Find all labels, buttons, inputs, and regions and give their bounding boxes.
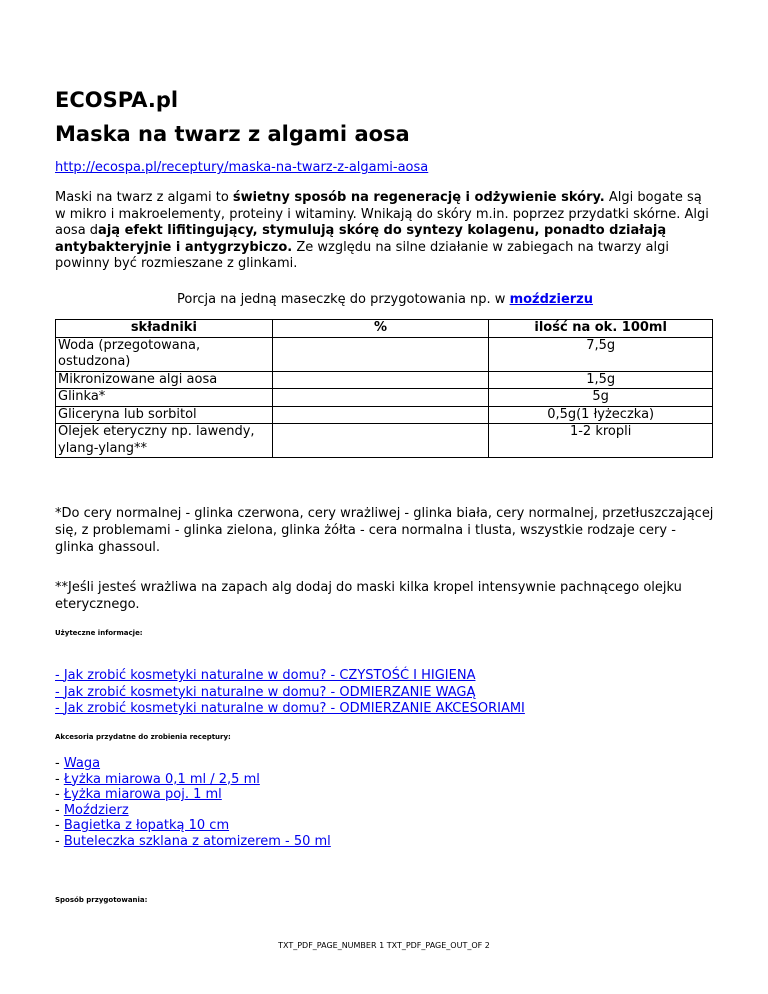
link-text: Jak zrobić kosmetyki naturalne w domu? - ODMIERZANIE AKCESORIAMI	[63, 701, 525, 716]
link-text: Jak zrobić kosmetyki naturalne w domu? - CZYSTOŚĆ I HIGIENA	[63, 668, 476, 683]
useful-link-accessories[interactable]: - Jak zrobić kosmetyki naturalne w domu? - ODMIERZANIE AKCESORIAMI	[55, 701, 525, 716]
header-percent: %	[272, 320, 489, 338]
intro-text-2: Algi bogate są w mikro i makroelementy, proteiny i witaminy. Wnikają do skóry m.in. poprzez przydatki skórne. Algi aosa d	[55, 190, 709, 238]
table-row	[56, 406, 713, 424]
page-title: Maska na twarz z algami aosa	[55, 122, 410, 146]
page-footer: TXT_PDF_PAGE_NUMBER 1 TXT_PDF_PAGE_OUT_OF 2	[278, 941, 490, 950]
oil-footnote: **Jeśli jesteś wrażliwa na zapach alg dodaj do maski kilka kropel intensywnie pachnącego olejku eterycznego.	[55, 580, 682, 612]
clay-footnote: *Do cery normalnej - glinka czerwona, cery wrażliwej - glinka biała, cery normalnej, przetłuszczającej się, z problemami - glinka zielona, glinka żółta - cera normalna i tlusta, wszystkie rodzaje cery - glinka ghassoul.	[55, 506, 714, 555]
preparation-label: Sposób przygotowania:	[55, 896, 148, 904]
useful-info-label: Użyteczne informacje:	[55, 629, 143, 637]
intro-paragraph	[55, 190, 715, 273]
recipe-url-link[interactable]: http://ecospa.pl/receptury/maska-na-twarz-z-algami-aosa	[55, 160, 429, 175]
intro-text-3: Ze względu na silne działanie w zabiegach na twarzy algi powinny być rozmieszane z glinkami.	[55, 239, 669, 271]
list-item: - Waga	[55, 756, 101, 771]
mortar-link[interactable]: moździerzu	[509, 292, 593, 307]
cell-ingredient: Glinka*	[56, 389, 273, 407]
cell-percent	[272, 424, 489, 458]
cell-ingredient: Olejek eteryczny np. lawendy, ylang-ylang**	[56, 424, 273, 458]
cell-percent	[272, 371, 489, 389]
useful-link-scale[interactable]: - Jak zrobić kosmetyki naturalne w domu? - ODMIERZANIE WAGĄ	[55, 684, 476, 700]
list-item: - Buteleczka szklana z atomizerem - 50 ml	[55, 833, 331, 849]
list-item	[55, 668, 525, 685]
site-name: ECOSPA.pl	[55, 88, 179, 112]
ingredients-table	[55, 319, 713, 458]
cell-ingredient: Mikronizowane algi aosa	[56, 371, 273, 389]
table-row	[56, 389, 713, 407]
useful-links-list	[55, 668, 525, 718]
table-header-row	[56, 320, 713, 338]
useful-link-hygiene[interactable]: - Jak zrobić kosmetyki naturalne w domu? - CZYSTOŚĆ I HIGIENA	[55, 668, 476, 683]
cell-amount: 1-2 kropli	[489, 424, 713, 458]
accessories-label: Akcesoria przydatne do zrobienia receptury:	[55, 733, 231, 741]
list-item: - Moździerz	[55, 802, 129, 818]
cell-amount: 0,5g(1 łyżeczka)	[489, 406, 713, 424]
portion-text: Porcja na jedną maseczkę do przygotowania np. w	[176, 292, 510, 307]
intro-bold-1: świetny sposób na regenerację i odżywienie skóry.	[232, 190, 605, 205]
cell-percent	[272, 406, 489, 424]
link-text: Jak zrobić kosmetyki naturalne w domu? - ODMIERZANIE WAGĄ	[63, 684, 476, 700]
header-amount: ilość na ok. 100ml	[489, 320, 713, 338]
cell-amount: 1,5g	[489, 371, 713, 389]
list-item: - Łyżka miarowa 0,1 ml / 2,5 ml	[55, 771, 260, 787]
accessories-list	[55, 756, 331, 849]
portion-line	[55, 292, 715, 307]
intro-text-1: Maski na twarz z algami to	[55, 190, 233, 205]
list-item: - Łyżka miarowa poj. 1 ml	[55, 787, 222, 802]
accessory-link-mortar[interactable]: Moździerz	[63, 802, 129, 818]
accessory-link-spoon-1ml[interactable]: Łyżka miarowa poj. 1 ml	[63, 787, 222, 802]
header-ingredients: składniki	[56, 320, 273, 338]
cell-ingredient: Woda (przegotowana, ostudzona)	[56, 337, 273, 371]
list-item	[55, 685, 525, 702]
table-row	[56, 337, 713, 371]
accessory-link-scale[interactable]: Waga	[63, 756, 101, 771]
list-item: - Bagietka z łopatką 10 cm	[55, 818, 230, 833]
table-row	[56, 371, 713, 389]
cell-amount: 7,5g	[489, 337, 713, 371]
cell-ingredient: Gliceryna lub sorbitol	[56, 406, 273, 424]
accessory-link-bottle[interactable]: Buteleczka szklana z atomizerem - 50 ml	[63, 833, 331, 849]
cell-amount: 5g	[489, 389, 713, 407]
table-row	[56, 424, 713, 458]
accessory-link-rod[interactable]: Bagietka z łopatką 10 cm	[63, 818, 230, 833]
cell-percent	[272, 389, 489, 407]
accessory-link-spoon-small[interactable]: Łyżka miarowa 0,1 ml / 2,5 ml	[63, 771, 260, 787]
list-item	[55, 701, 525, 718]
intro-bold-2: ają efekt lifitingujący, stymulują skórę do syntezy kolagenu, ponadto działają antybakteryjnie i antygrzybiczo.	[55, 223, 667, 255]
cell-percent	[272, 337, 489, 371]
